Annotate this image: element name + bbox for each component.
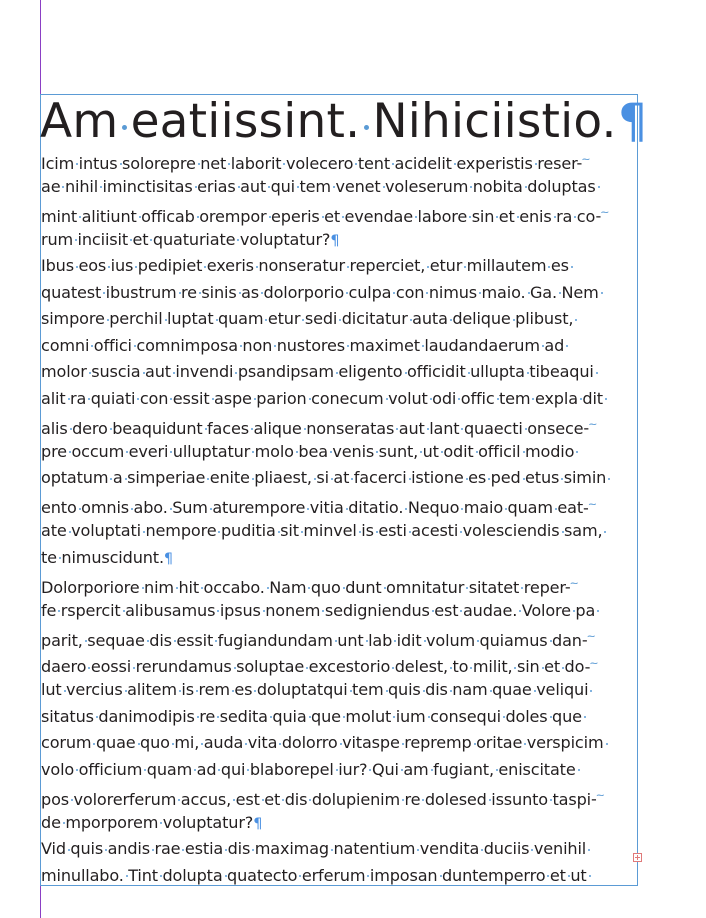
text-line bbox=[41, 280, 603, 306]
hyphen: - bbox=[584, 657, 591, 677]
discretionary-hyphen-icon: ~ bbox=[581, 153, 591, 166]
pilcrow-icon: ¶ bbox=[253, 815, 263, 832]
headline-text: Am eatiissint. Nihiciistio. bbox=[40, 94, 617, 149]
line-text: alis dero beaquidunt faces alique nonseratas aut lant quaecti onsece bbox=[41, 418, 584, 438]
discretionary-hyphen-icon: ~ bbox=[595, 789, 605, 802]
hyphen: - bbox=[591, 789, 597, 809]
hyphen: - bbox=[595, 206, 602, 226]
text-line bbox=[41, 598, 600, 624]
discretionary-hyphen-icon: ~ bbox=[589, 656, 599, 670]
text-line bbox=[41, 704, 586, 730]
text-line bbox=[41, 359, 598, 385]
line-text: Ibus eos ius pedipiet exeris nonseratur reperciet, etur millautem es bbox=[41, 256, 569, 275]
text-line bbox=[41, 836, 591, 862]
text-line bbox=[41, 465, 611, 491]
text-line bbox=[41, 571, 579, 601]
discretionary-hyphen-icon: ~ bbox=[569, 577, 579, 590]
line-text: comni offici comnimposa non nustores maximet laudandaerum ad bbox=[41, 335, 565, 355]
line-text: parit, sequae dis essit fugiandundam unt lab idit volum quiamus dan bbox=[41, 630, 582, 650]
line-text: molor suscia aut invendi psandipsam eligento officidit ullupta tibeaqui bbox=[41, 362, 594, 381]
text-line bbox=[41, 863, 591, 889]
line-text: daero eossi rerundamus soluptae excestorio delest, to milit, sin et do bbox=[41, 657, 585, 677]
text-line bbox=[41, 810, 262, 837]
line-text: volo officium quam ad qui blaborepel iur? Qui am fugiant, eniscitate bbox=[41, 759, 576, 779]
hyphen: - bbox=[583, 418, 590, 438]
headline-pilcrow-icon: ¶ bbox=[617, 94, 648, 149]
line-text: pos volorerferum accus, est et dis dolupienim re dolesed issunto taspi bbox=[41, 789, 591, 809]
discretionary-hyphen-icon: ~ bbox=[586, 630, 596, 643]
text-line bbox=[41, 333, 569, 359]
text-line bbox=[41, 492, 597, 522]
text-line bbox=[41, 253, 573, 279]
line-text: fe rspercit alibusamus ipsus nonem sedigniendus est audae. Volore pa bbox=[41, 600, 596, 620]
line-text: sitatus danimodipis re sedita quia que molut ium consequi doles que bbox=[41, 706, 582, 726]
hyphen: - bbox=[564, 577, 571, 597]
text-line bbox=[41, 624, 596, 654]
line-text: ate voluptati nempore puditia sit minvel is esti acesti volesciendis sam, bbox=[41, 521, 603, 540]
text-line bbox=[41, 757, 580, 783]
pilcrow-icon: ¶ bbox=[163, 550, 173, 567]
line-text: te nimuscidunt. bbox=[41, 547, 164, 567]
text-line bbox=[41, 518, 607, 544]
line-text: alit ra quiati con essit aspe parion conecum volut odi offic tem expla dit bbox=[41, 388, 603, 408]
line-text: rum inciisit et quaturiate voluptatur? bbox=[41, 229, 331, 249]
text-line bbox=[41, 386, 607, 412]
discretionary-hyphen-icon: ~ bbox=[588, 418, 598, 431]
overset-text-icon[interactable] bbox=[633, 853, 642, 862]
discretionary-hyphen-icon: ~ bbox=[587, 497, 597, 511]
line-text: Dolorporiore nim hit occabo. Nam quo dunt omnitatur sitatet reper bbox=[41, 577, 565, 597]
text-line bbox=[41, 730, 608, 756]
text-line bbox=[41, 783, 605, 813]
line-text: ento omnis abo. Sum aturempore vitia ditatio. Nequo maio quam eat bbox=[41, 498, 584, 518]
headline bbox=[40, 94, 648, 150]
line-text: mint alitiunt officab orempor eperis et evendae labore sin et enis ra co bbox=[41, 206, 596, 226]
text-line bbox=[41, 147, 591, 177]
line-text: optatum a simperiae enite pliaest, si at facerci istione es ped etus simin bbox=[41, 468, 607, 487]
hyphen: - bbox=[576, 153, 583, 173]
text-line bbox=[41, 677, 593, 703]
text-line bbox=[41, 651, 599, 681]
line-text: minullabo. Tint dolupta quatecto erferum imposan duntemperro et ut bbox=[41, 865, 587, 885]
text-line bbox=[41, 174, 600, 200]
line-text: de mporporem voluptatur? bbox=[41, 812, 254, 832]
line-text: Vid quis andis rae estia dis maximag natentium vendita duciis venihil bbox=[41, 839, 587, 858]
line-text: quatest ibustrum re sinis as dolorporio culpa con nimus maio. Ga. Nem bbox=[41, 282, 599, 302]
text-line bbox=[41, 227, 339, 254]
text-line bbox=[41, 306, 578, 332]
line-text: Icim intus solorepre net laborit volecero tent acidelit experistis reser bbox=[41, 153, 577, 173]
text-line bbox=[41, 439, 579, 465]
pilcrow-icon: ¶ bbox=[330, 232, 340, 249]
line-text: ae nihil iminctisitas erias aut qui tem venet voleserum nobita doluptas bbox=[41, 176, 596, 196]
text-line bbox=[41, 545, 173, 572]
line-text: pre occum everi ulluptatur molo bea venis sunt, ut odit officil modio bbox=[41, 441, 575, 461]
line-text: simpore perchil luptat quam etur sedi dicitatur auta delique plibust, bbox=[41, 309, 574, 328]
line-text: corum quae quo mi, auda vita dolorro vitaspe repremp oritae verspicim bbox=[41, 733, 604, 752]
line-text: lut vercius alitem is rem es doluptatqui tem quis dis nam quae veliqui bbox=[41, 680, 589, 699]
text-line bbox=[41, 200, 609, 230]
hyphen: - bbox=[583, 498, 589, 518]
hyphen: - bbox=[581, 630, 588, 650]
text-line bbox=[41, 412, 597, 442]
discretionary-hyphen-icon: ~ bbox=[600, 206, 610, 219]
